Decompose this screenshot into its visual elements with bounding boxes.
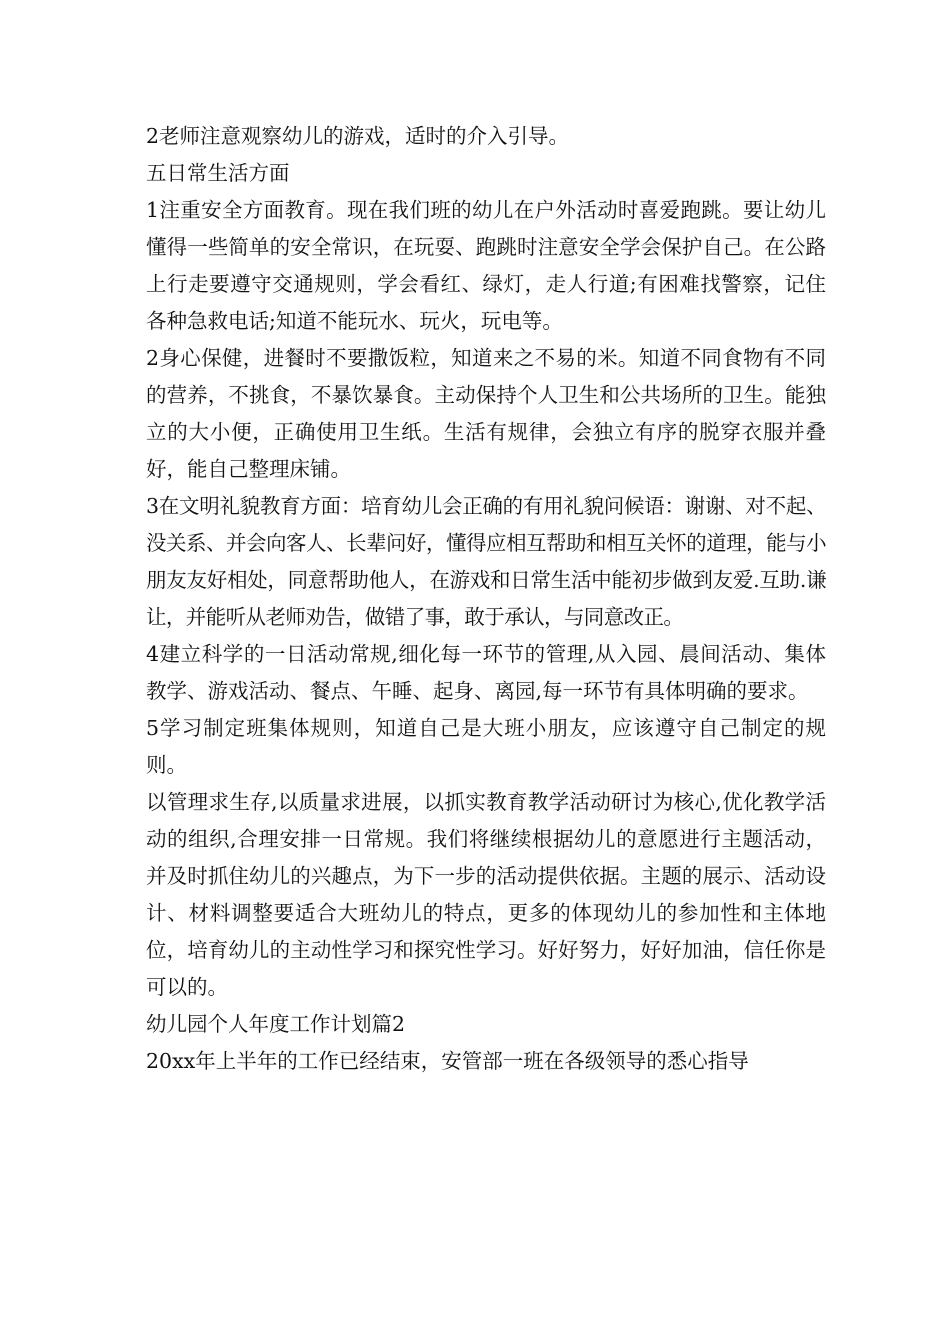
paragraph-rules: 5学习制定班集体规则，知道自己是大班小朋友，应该遵守自己制定的规则。: [146, 716, 826, 777]
paragraph-summary: 以管理求生存,以质量求进展，以抓实教育教学活动研讨为核心,优化教学活动的组织,合理安排一日常规。我们将继续根据幼儿的意愿进行主题活动，并及时抓住幼儿的兴趣点，为下一步的活动提供依据。主题的展示、活动设计、材料调整要适合大班幼儿的特点，更多的体现幼儿的参加性和主体地位，培育幼儿的主动性学习和探究性学习。好好努力，好好加油，信任你是可以的。: [146, 790, 826, 999]
paragraph-health: 2身心保健，进餐时不要撒饭粒，知道来之不易的米。知道不同食物有不同的营养，不挑食，不暴饮暴食。主动保持个人卫生和公共场所的卫生。能独立的大小便，正确使用卫生纸。生活有规律，会独立有序的脱穿衣服并叠好，能自己整理床铺。: [146, 346, 826, 481]
paragraph-intro: 20xx年上半年的工作已经结束，安管部一班在各级领导的悉心指导: [146, 1049, 749, 1073]
paragraph-safety: 1注重安全方面教育。现在我们班的幼儿在户外活动时喜爱跑跳。要让幼儿懂得一些简单的安全常识，在玩耍、跑跳时注意安全学会保护自己。在公路上行走要遵守交通规则，学会看红、绿灯，走人行道;有困难找警察，记住各种急救电话;知道不能玩水、玩火，玩电等。: [146, 198, 826, 333]
document-body: [146, 118, 826, 1080]
paragraph-routine: 4建立科学的一日活动常规,细化每一环节的管理,从入园、晨间活动、集体教学、游戏活动、餐点、午睡、起身、离园,每一环节有具体明确的要求。: [146, 642, 826, 703]
paragraph-manners: 3在文明礼貌教育方面：培育幼儿会正确的有用礼貌问候语：谢谢、对不起、没关系、并会向客人、长辈问好，懂得应相互帮助和相互关怀的道理，能与小朋友友好相处，同意帮助他人，在游戏和日常生活中能初步做到友爱.互助.谦让，并能听从老师劝告，做错了事，敢于承认，与同意改正。: [146, 494, 826, 629]
article-title: 幼儿园个人年度工作计划篇2: [146, 1012, 406, 1036]
paragraph-1: 2老师注意观察幼儿的游戏，适时的介入引导。: [146, 124, 570, 148]
section-heading: 五日常生活方面: [146, 161, 290, 185]
